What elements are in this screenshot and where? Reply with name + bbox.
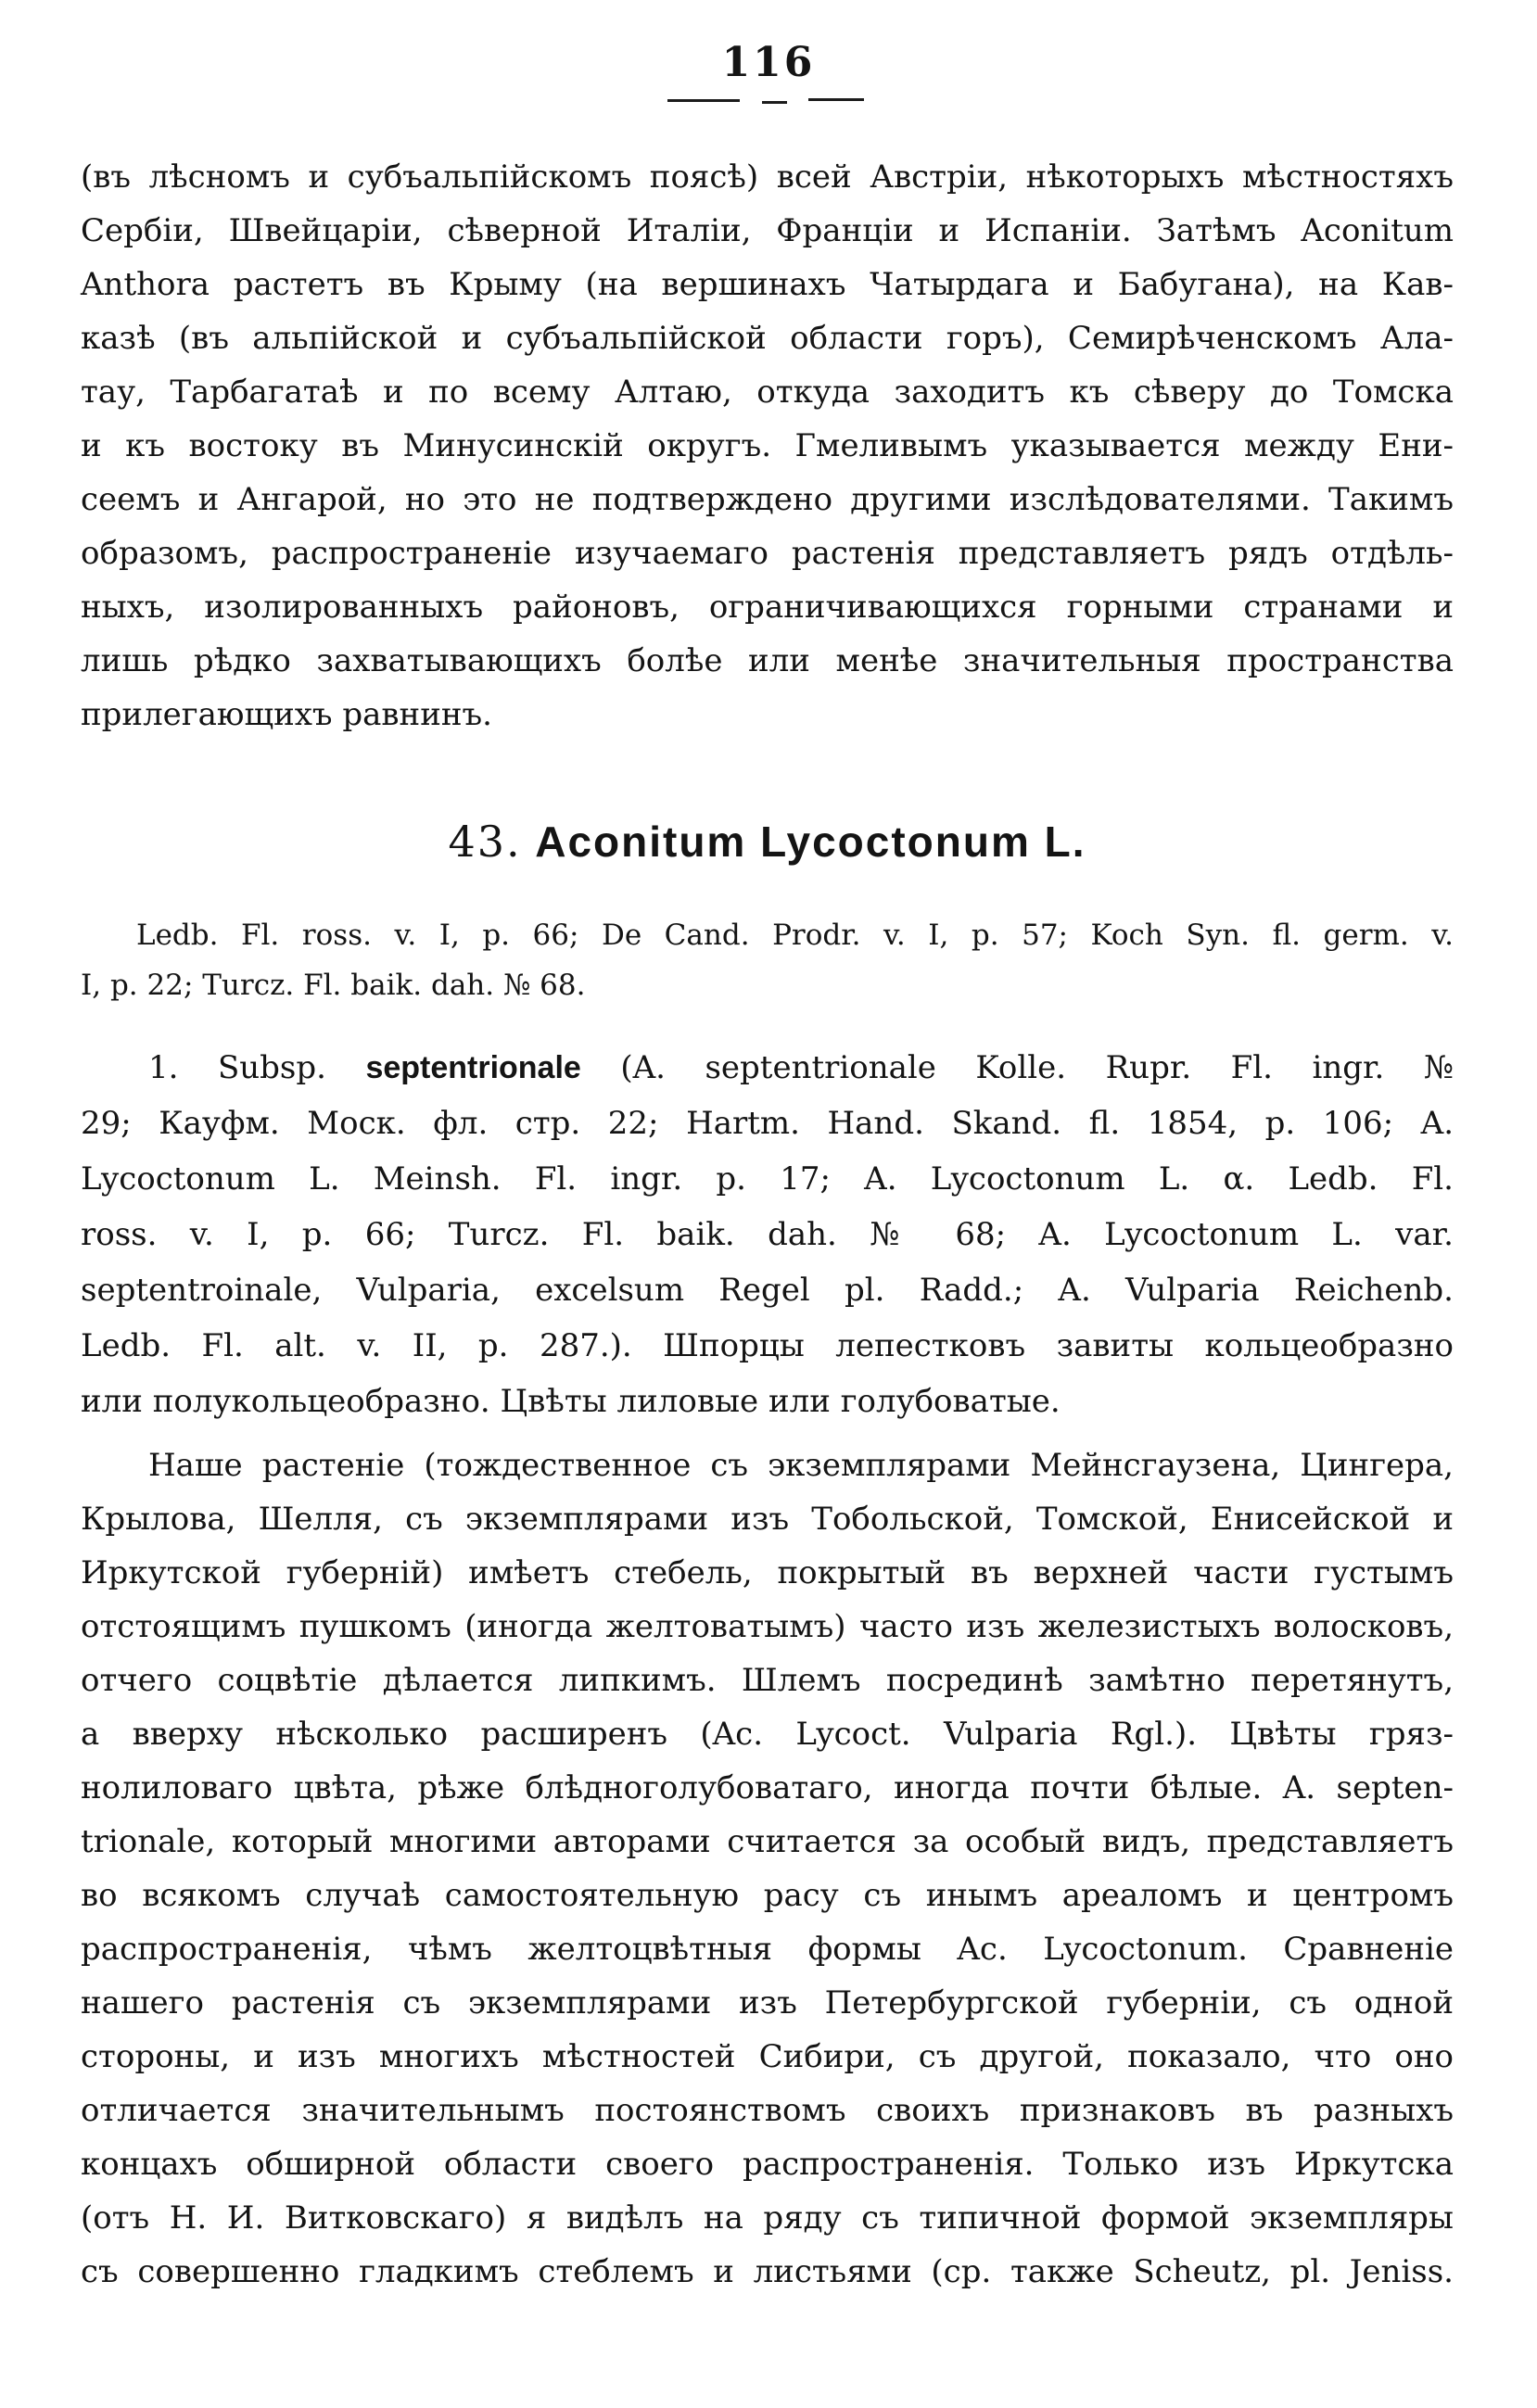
section-title: Aconitum Lycoctonum L. <box>535 817 1086 866</box>
text-line: Anthora растетъ въ Крыму (на вершинахъ Чатырдага и Бабугана), на Кав- <box>81 266 1454 303</box>
paragraph-subspecies <box>81 1040 1454 1429</box>
text-line: нолиловаго цвѣта, рѣже блѣдноголубоватаго, иногда почти бѣлые. A. septen- <box>81 1769 1454 1806</box>
text-line: Lycoctonum L. Meinsh. Fl. ingr. p. 17; A. Lycoctonum L. α. Ledb. Fl. <box>81 1160 1454 1198</box>
page-number-rule-segment <box>762 101 787 104</box>
subspecies-name: septentrionale <box>365 1050 581 1085</box>
text-line: trionale, который многими авторами считается за особый видъ, представляетъ <box>81 1823 1454 1860</box>
section-heading <box>81 814 1454 869</box>
text-line: казѣ (въ альпійской и субъальпійской области горъ), Семирѣченскомъ Ала- <box>81 320 1454 357</box>
text-line: во всякомъ случаѣ самостоятельную расу съ инымъ ареаломъ и центромъ <box>81 1877 1454 1914</box>
text-line: I, p. 22; Turcz. Fl. baik. dah. № 68. <box>81 969 586 1002</box>
text-line: концахъ обширной области своего распространенія. Только изъ Иркутска <box>81 2146 1454 2183</box>
paragraph-citation <box>81 910 1454 1010</box>
text-line: Ledb. Fl. ross. v. I, p. 66; De Cand. Prodr. v. I, p. 57; Koch Syn. fl. germ. v. <box>136 919 1454 952</box>
text-line: Крылова, Шелля, съ экземплярами изъ Тобольской, Томской, Енисейской и <box>81 1501 1454 1538</box>
text-line: ross. v. I, p. 66; Turcz. Fl. baik. dah. № 68; A. Lycoctonum L. var. <box>81 1216 1454 1253</box>
section-number: 43. <box>448 817 522 867</box>
text-line: Иркутской губерній) имѣетъ стебель, покрытый въ верхней части густымъ <box>81 1554 1454 1591</box>
text-line: отстоящимъ пушкомъ (иногда желтоватымъ) часто изъ железистыхъ волосковъ, <box>81 1608 1454 1645</box>
text-line: Наше растеніе (тождественное съ экземплярами Мейнсгаузена, Цингера, <box>148 1447 1454 1484</box>
text-line: тау, Тарбагатаѣ и по всему Алтаю, откуда заходитъ къ сѣверу до Томска <box>81 374 1454 411</box>
text-line: Ledb. Fl. alt. v. II, p. 287.). Шпорцы лепестковъ завиты кольцеобразно <box>81 1327 1454 1364</box>
text-line: или полукольцеобразно. Цвѣты лиловые или голубоватые. <box>81 1383 1061 1420</box>
text-line: отчего соцвѣтіе дѣлается липкимъ. Шлемъ посрединѣ замѣтно перетянутъ, <box>81 1662 1454 1699</box>
text-line: ныхъ, изолированныхъ районовъ, ограничивающихся горными странами и <box>81 589 1454 626</box>
text-line: образомъ, распространеніе изучаемаго растенія представляетъ рядъ отдѣль- <box>81 535 1454 572</box>
text-line: а вверху нѣсколько расширенъ (Ac. Lycoct. Vulparia Rgl.). Цвѣты гряз- <box>81 1716 1454 1753</box>
text-line: (отъ Н. И. Витковскаго) я видѣлъ на ряду съ типичной формой экземпляры <box>81 2199 1454 2237</box>
text-line: стороны, и изъ многихъ мѣстностей Сибири, съ другой, показало, что оно <box>81 2038 1454 2075</box>
text-line: лишь рѣдко захватывающихъ болѣе или менѣе значительныя пространства <box>81 642 1454 679</box>
page-number-rule-segment <box>808 98 864 101</box>
text-line: septentroinale, Vulparia, excelsum Regel pl. Radd.; A. Vulparia Reichenb. <box>81 1272 1454 1309</box>
text-line: отличается значительнымъ постоянствомъ своихъ признаковъ въ разныхъ <box>81 2092 1454 2129</box>
text-line: сеемъ и Ангарой, но это не подтверждено другими изслѣдователями. Такимъ <box>81 481 1454 518</box>
text-line: съ совершенно гладкимъ стеблемъ и листьями (ср. также Scheutz, pl. Jeniss. <box>81 2253 1454 2290</box>
paragraph-distribution <box>81 150 1454 741</box>
paragraph-description <box>81 1438 1454 2299</box>
text-line: Сербіи, Швейцаріи, сѣверной Италіи, Франціи и Испаніи. Затѣмъ Aconitum <box>81 212 1454 249</box>
text-segment: (A. septentrionale Kolle. Rupr. Fl. ingr. № <box>580 1049 1454 1086</box>
text-line: (въ лѣсномъ и субъальпійскомъ поясѣ) всей Австріи, нѣкоторыхъ мѣстностяхъ <box>81 158 1454 196</box>
text-line <box>81 1040 1454 1096</box>
page-number: 116 <box>721 39 816 86</box>
text-line: 29; Кауфм. Моск. фл. стр. 22; Hartm. Hand. Skand. fl. 1854, p. 106; A. <box>81 1105 1454 1142</box>
text-line: распространенія, чѣмъ желтоцвѣтныя формы Ac. Lycoctonum. Сравненіе <box>81 1931 1454 1968</box>
text-segment: 1. Subsp. <box>148 1049 366 1086</box>
page-number-rule-segment <box>667 99 740 102</box>
text-line: нашего растенія съ экземплярами изъ Петербургской губерніи, съ одной <box>81 1984 1454 2021</box>
text-line: и къ востоку въ Минусинскій округъ. Гмеливымъ указывается между Ени- <box>81 427 1454 464</box>
text-line: прилегающихъ равнинъ. <box>81 696 492 733</box>
